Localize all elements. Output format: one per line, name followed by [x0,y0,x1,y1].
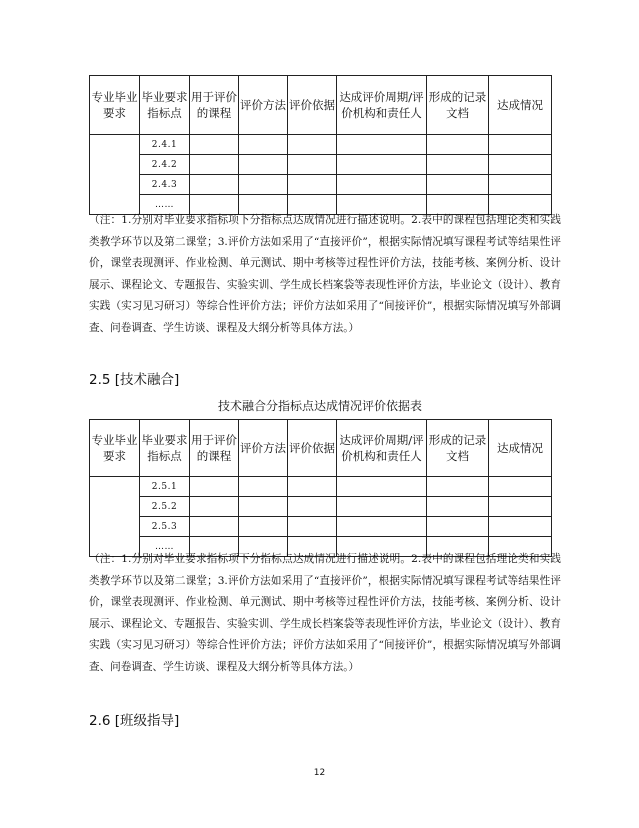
indicator-cell: 2.4.1 [140,135,190,155]
table-caption: 技术融合分指标点达成情况评价依据表 [217,399,422,413]
table-header-row [90,76,552,135]
section-heading: 2.5 [技术融合] [89,372,180,388]
table-footnote: （注：1.分别对毕业要求指标项下分指标点达成情况进行描述说明。2.表中的课程包括理论类和实践类教学环节以及第二课堂；3.评价方法如采用了“直接评价”，根据实际情况填写课程考试等结果性评价，课堂表现测评、作业检测、单元测试、期中考核等过程性评价方法，技能考核、案例分析、设计展示、课程论文、专题报告、实验实训、学生成长档案袋等表现性评价方法，毕业论文（设计）、教育实践（实习见习研习）等综合性评价方法；评价方法如采用了“间接评价”，根据实际情况填写外部调查、问卷调查、学生访谈、课程及大纲分析等具体方法。） [89,553,561,673]
merged-requirement-cell [90,477,140,557]
col-header-cycle-agency: 达成评价周期/评价机构和责任人 [337,76,427,135]
table-row [90,175,552,195]
col-header-indicator-point: 毕业要求指标点 [140,420,190,477]
indicator-cell: 2.5.2 [140,497,190,517]
col-header-achievement: 达成情况 [489,76,552,135]
table-row [90,497,552,517]
col-header-graduation-requirement: 专业毕业要求 [90,76,140,135]
col-header-graduation-requirement: 专业毕业要求 [90,420,140,477]
table-footnote: （注：1.分别对毕业要求指标项下分指标点达成情况进行描述说明。2.表中的课程包括理论类和实践类教学环节以及第二课堂；3.评价方法如采用了“直接评价”，根据实际情况填写课程考试等结果性评价，课堂表现测评、作业检测、单元测试、期中考核等过程性评价方法，技能考核、案例分析、设计展示、课程论文、专题报告、实验实训、学生成长档案袋等表现性评价方法，毕业论文（设计）、教育实践（实习见习研习）等综合性评价方法；评价方法如采用了“间接评价”，根据实际情况填写外部调查、问卷调查、学生访谈、课程及大纲分析等具体方法。） [89,214,561,334]
col-header-method: 评价方法 [239,76,288,135]
table-row [90,517,552,537]
section-heading: 2.6 [班级指导] [89,713,180,729]
col-header-basis: 评价依据 [288,76,337,135]
page-number: 12 [313,768,326,778]
col-header-achievement: 达成情况 [489,420,552,477]
table-row [90,477,552,497]
table-header-row [90,420,552,477]
merged-requirement-cell [90,135,140,215]
col-header-course: 用于评价的课程 [190,76,239,135]
col-header-basis: 评价依据 [288,420,337,477]
col-header-course: 用于评价的课程 [190,420,239,477]
indicator-cell: …… [140,195,190,215]
table-row [90,155,552,175]
col-header-indicator-point: 毕业要求指标点 [140,76,190,135]
indicator-cell: 2.5.3 [140,517,190,537]
table-indicator-2-5 [89,419,552,557]
col-header-method: 评价方法 [239,420,288,477]
indicator-cell: …… [140,537,190,557]
col-header-record-document: 形成的记录文档 [427,420,489,477]
indicator-cell: 2.5.1 [140,477,190,497]
col-header-record-document: 形成的记录文档 [427,76,489,135]
indicator-cell: 2.4.2 [140,155,190,175]
indicator-cell: 2.4.3 [140,175,190,195]
col-header-cycle-agency: 达成评价周期/评价机构和责任人 [337,420,427,477]
table-indicator-2-4 [89,75,552,215]
table-row [90,135,552,155]
